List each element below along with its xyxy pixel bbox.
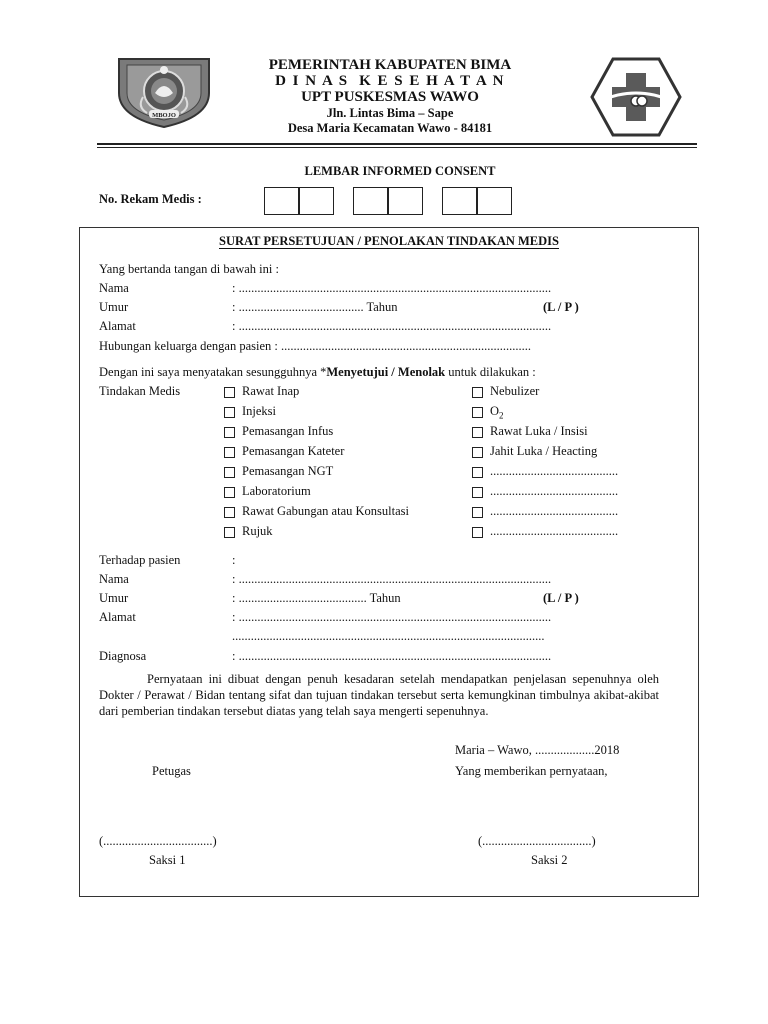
header-address: Jln. Lintas Bima – Sape: [326, 106, 454, 120]
gender-choice[interactable]: (L / P ): [543, 300, 579, 314]
hubungan-field[interactable]: Hubungan keluarga dengan pasien : ................................................................................: [99, 339, 532, 353]
signature-line-2[interactable]: (...................................): [478, 834, 596, 848]
pemberi-label: Yang memberikan pernyataan,: [455, 764, 608, 778]
rekam-medis-digit-3[interactable]: [353, 187, 388, 215]
saksi-1-label: Saksi 1: [149, 853, 186, 867]
place-date[interactable]: Maria – Wawo, ...................2018: [455, 743, 620, 757]
option-other-3[interactable]: .........................................: [490, 504, 619, 518]
header-puskesmas: UPT PUSKESMAS WAWO: [301, 89, 479, 105]
saksi-2-label: Saksi 2: [531, 853, 568, 867]
rekam-medis-digit-2[interactable]: [299, 187, 334, 215]
checkbox-rawat-luka[interactable]: [472, 427, 483, 438]
terhadap-colon: :: [232, 553, 236, 567]
rekam-medis-label: No. Rekam Medis :: [99, 192, 202, 206]
checkbox-other-2[interactable]: [472, 487, 483, 498]
option-rawat-luka: Rawat Luka / Insisi: [490, 424, 588, 438]
rekam-medis-digit-4[interactable]: [388, 187, 423, 215]
petugas-label: Petugas: [152, 764, 191, 778]
option-injeksi: Injeksi: [242, 404, 277, 418]
option-other-2[interactable]: .........................................: [490, 484, 619, 498]
pasien-alamat-field-cont[interactable]: ....................................................................................................: [232, 629, 545, 643]
header-rule-thin: [97, 147, 697, 148]
checkbox-nebulizer[interactable]: [472, 387, 483, 398]
checkbox-pemasangan-infus[interactable]: [224, 427, 235, 438]
checkbox-pemasangan-kateter[interactable]: [224, 447, 235, 458]
checkbox-rujuk[interactable]: [224, 527, 235, 538]
puskesmas-logo: [590, 57, 682, 137]
pasien-alamat-label: Alamat: [99, 610, 136, 624]
tindakan-label: Tindakan Medis: [99, 384, 181, 398]
option-nebulizer: Nebulizer: [490, 384, 540, 398]
pasien-umur-field[interactable]: : ......................................... Tahun: [232, 591, 401, 605]
nama-field[interactable]: : ....................................................................................................: [232, 281, 552, 295]
umur-field[interactable]: : ........................................ Tahun: [232, 300, 398, 314]
rekam-medis-digit-1[interactable]: [264, 187, 299, 215]
checkbox-jahit-luka[interactable]: [472, 447, 483, 458]
rekam-medis-digit-5[interactable]: [442, 187, 477, 215]
header-department: D I N A S K E S E H A T A N: [275, 73, 505, 89]
option-pemasangan-kateter: Pemasangan Kateter: [242, 444, 345, 458]
option-laboratorium: Laboratorium: [242, 484, 311, 498]
statement: Dengan ini saya menyatakan sesungguhnya *Menyetujui / Menolak untuk dilakukan :: [99, 365, 536, 379]
form-title: SURAT PERSETUJUAN / PENOLAKAN TINDAKAN MEDIS: [219, 234, 559, 248]
checkbox-pemasangan-ngt[interactable]: [224, 467, 235, 478]
alamat-label: Alamat: [99, 319, 136, 333]
signature-line-1[interactable]: (...................................): [99, 834, 217, 848]
option-rawat-inap: Rawat Inap: [242, 384, 300, 398]
intro-text: Yang bertanda tangan di bawah ini :: [99, 262, 279, 276]
option-pemasangan-ngt: Pemasangan NGT: [242, 464, 334, 478]
option-oxygen: $O_2$: [490, 404, 504, 421]
alamat-field[interactable]: : ....................................................................................................: [232, 319, 552, 333]
declaration-paragraph: Pernyataan ini dibuat dengan penuh kesadaran setelah mendapatkan penjelasan sepenuhnya oleh Dokter / Perawat / Bidan tentang sifat dan tujuan tindakan tersebut serta kemungkinan timbulnya akibat-akibat dari pemberian tindakan tersebut diatas yang telah saya mengerti sepenuhnya.: [99, 672, 659, 718]
checkbox-oxygen[interactable]: [472, 407, 483, 418]
option-rujuk: Rujuk: [242, 524, 273, 538]
checkbox-rawat-gabungan[interactable]: [224, 507, 235, 518]
consent-title: LEMBAR INFORMED CONSENT: [304, 164, 496, 178]
pasien-umur-label: Umur: [99, 591, 129, 605]
option-jahit-luka: Jahit Luka / Heacting: [490, 444, 598, 458]
nama-label: Nama: [99, 281, 129, 295]
option-pemasangan-infus: Pemasangan Infus: [242, 424, 334, 438]
pasien-nama-label: Nama: [99, 572, 129, 586]
kabupaten-bima-emblem-logo: [117, 57, 211, 129]
terhadap-label: Terhadap pasien: [99, 553, 181, 567]
checkbox-injeksi[interactable]: [224, 407, 235, 418]
option-rawat-gabungan: Rawat Gabungan atau Konsultasi: [242, 504, 409, 518]
statement-choice[interactable]: Menyetujui / Menolak: [326, 365, 446, 379]
option-other-4[interactable]: .........................................: [490, 524, 619, 538]
checkbox-rawat-inap[interactable]: [224, 387, 235, 398]
checkbox-other-3[interactable]: [472, 507, 483, 518]
checkbox-other-4[interactable]: [472, 527, 483, 538]
umur-label: Umur: [99, 300, 129, 314]
pasien-gender-choice[interactable]: (L / P ): [543, 591, 579, 605]
pasien-nama-field[interactable]: : ....................................................................................................: [232, 572, 552, 586]
option-other-1[interactable]: .........................................: [490, 464, 619, 478]
diagnosa-field[interactable]: : ....................................................................................................: [232, 649, 552, 663]
header-government: PEMERINTAH KABUPATEN BIMA: [268, 57, 512, 73]
header-rule-thick: [97, 143, 697, 145]
checkbox-laboratorium[interactable]: [224, 487, 235, 498]
pasien-alamat-field[interactable]: : ....................................................................................................: [232, 610, 552, 624]
header-village: Desa Maria Kecamatan Wawo - 84181: [287, 121, 493, 135]
diagnosa-label: Diagnosa: [99, 649, 147, 663]
checkbox-other-1[interactable]: [472, 467, 483, 478]
rekam-medis-digit-6[interactable]: [477, 187, 512, 215]
logo-text: MBOJO: [152, 112, 176, 119]
